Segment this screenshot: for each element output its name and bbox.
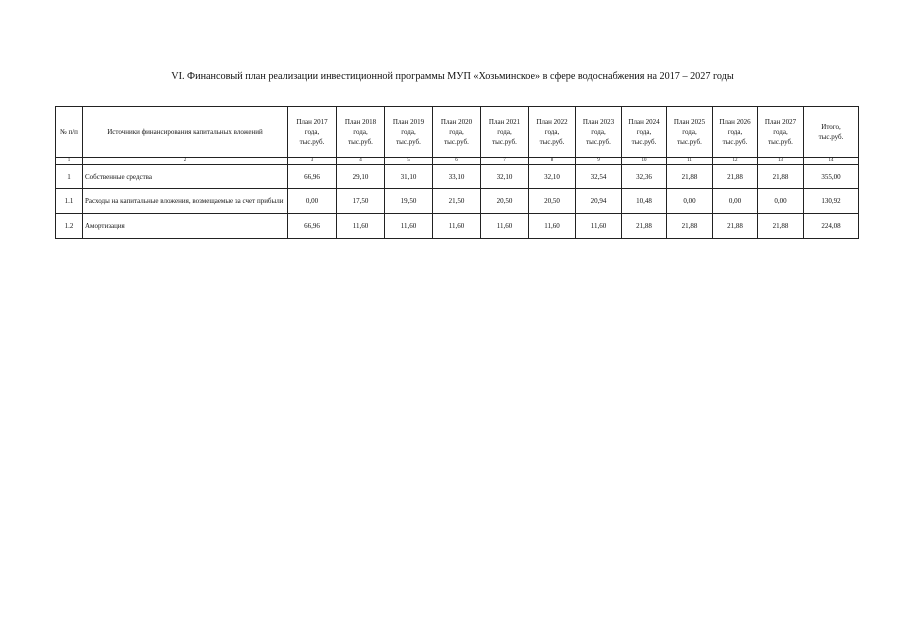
plan-value: 21,88 [622,214,667,239]
plan-value: 21,88 [758,165,804,189]
header-plan-2022: План 2022 года, тыс.руб. [529,107,576,158]
plan-value: 33,10 [433,165,481,189]
plan-value: 66,96 [288,214,337,239]
plan-value: 32,10 [529,165,576,189]
financial-plan-table [55,106,859,239]
plan-value: 32,54 [576,165,622,189]
plan-value: 20,50 [529,189,576,214]
row-number: 1 [56,165,83,189]
funding-source: Расходы на капитальные вложения, возмещаемые за счет прибыли [83,189,288,214]
column-number: 14 [804,158,859,165]
funding-source: Амортизация [83,214,288,239]
plan-value: 11,60 [433,214,481,239]
column-number: 6 [433,158,481,165]
plan-value: 11,60 [337,214,385,239]
header-plan-2018: План 2018 года, тыс.руб. [337,107,385,158]
header-plan-2023: План 2023 года, тыс.руб. [576,107,622,158]
table-row [56,189,859,214]
plan-value: 21,88 [667,165,713,189]
column-number: 5 [385,158,433,165]
table-row [56,165,859,189]
plan-value: 32,10 [481,165,529,189]
header-plan-2017: План 2017 года, тыс.руб. [288,107,337,158]
plan-value: 11,60 [481,214,529,239]
header-plan-2025: План 2025 года, тыс.руб. [667,107,713,158]
total-value: 130,92 [804,189,859,214]
header-number: № п/п [56,107,83,158]
plan-value: 20,50 [481,189,529,214]
column-number: 8 [529,158,576,165]
total-value: 355,00 [804,165,859,189]
plan-value: 19,50 [385,189,433,214]
plan-value: 11,60 [576,214,622,239]
header-plan-2024: План 2024 года, тыс.руб. [622,107,667,158]
header-source: Источники финансирования капитальных вложений [83,107,288,158]
plan-value: 0,00 [758,189,804,214]
header-plan-2026: План 2026 года, тыс.руб. [713,107,758,158]
plan-value: 11,60 [529,214,576,239]
column-number: 9 [576,158,622,165]
plan-value: 21,50 [433,189,481,214]
plan-value: 66,96 [288,165,337,189]
plan-value: 21,88 [713,165,758,189]
header-plan-2027: План 2027 года, тыс.руб. [758,107,804,158]
plan-value: 20,94 [576,189,622,214]
header-plan-2019: План 2019 года, тыс.руб. [385,107,433,158]
column-number-row [56,158,859,165]
plan-value: 0,00 [713,189,758,214]
plan-value: 10,48 [622,189,667,214]
funding-source: Собственные средства [83,165,288,189]
plan-value: 0,00 [288,189,337,214]
plan-value: 29,10 [337,165,385,189]
plan-value: 0,00 [667,189,713,214]
column-number: 13 [758,158,804,165]
row-number: 1.1 [56,189,83,214]
plan-value: 17,50 [337,189,385,214]
column-number: 2 [83,158,288,165]
header-plan-2021: План 2021 года, тыс.руб. [481,107,529,158]
plan-value: 21,88 [713,214,758,239]
column-number: 3 [288,158,337,165]
column-number: 4 [337,158,385,165]
column-number: 1 [56,158,83,165]
column-number: 12 [713,158,758,165]
plan-value: 32,36 [622,165,667,189]
total-value: 224,08 [804,214,859,239]
table-header-row [56,107,859,158]
header-plan-2020: План 2020 года, тыс.руб. [433,107,481,158]
document-title: VI. Финансовый план реализации инвестиционной программы МУП «Хозьминское» в сфере водоснабжения на 2017 – 2027 годы [171,71,734,82]
plan-value: 31,10 [385,165,433,189]
column-number: 10 [622,158,667,165]
plan-value: 21,88 [667,214,713,239]
row-number: 1.2 [56,214,83,239]
column-number: 7 [481,158,529,165]
header-total: Итого, тыс.руб. [804,107,859,158]
plan-value: 21,88 [758,214,804,239]
column-number: 11 [667,158,713,165]
plan-value: 11,60 [385,214,433,239]
table-row [56,214,859,239]
